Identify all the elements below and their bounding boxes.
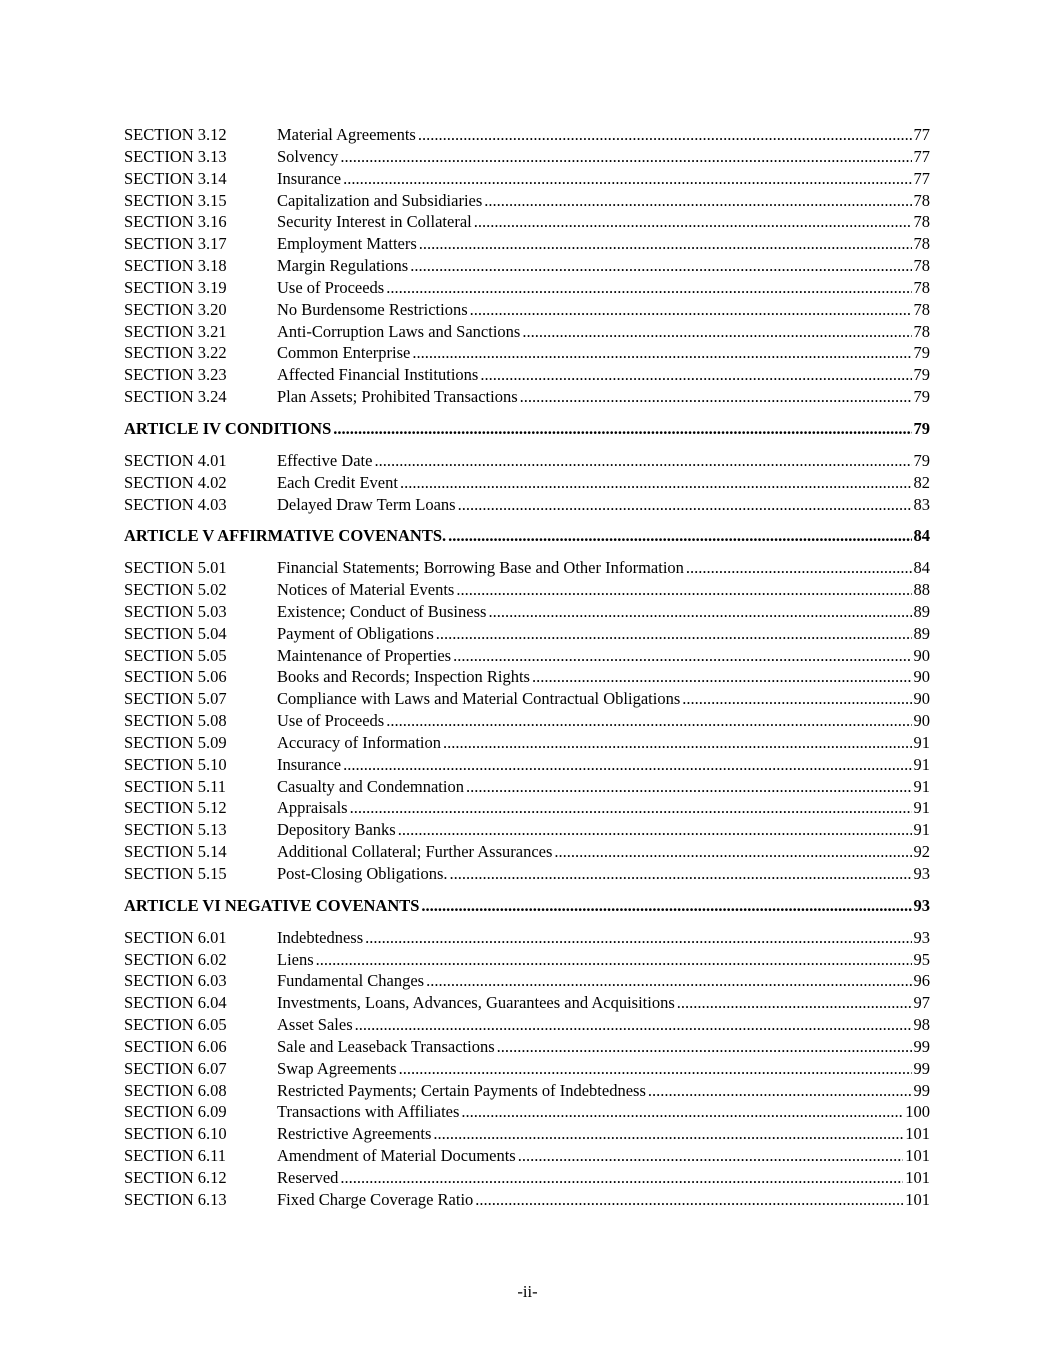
section-title: Fundamental Changes	[277, 971, 425, 991]
section-title: Effective Date	[277, 450, 373, 470]
section-title: Each Credit Event	[277, 472, 398, 492]
page-reference: 93	[913, 927, 930, 947]
section-title: Existence; Conduct of Business	[277, 601, 487, 621]
toc-section-entry[interactable]	[124, 1167, 930, 1189]
section-number: SECTION 5.08	[124, 711, 227, 731]
section-title: Anti-Corruption Laws and Sanctions	[277, 321, 521, 341]
dot-leader	[421, 895, 911, 917]
section-title: Restrictive Agreements	[277, 1124, 432, 1144]
section-title: Sale and Leaseback Transactions	[277, 1036, 495, 1056]
page-reference: 78	[913, 277, 930, 297]
toc-section-entry[interactable]	[124, 124, 930, 146]
section-number: SECTION 5.15	[124, 864, 227, 883]
section-number: SECTION 6.10	[124, 1124, 227, 1144]
toc-section-entry[interactable]	[124, 450, 930, 472]
dot-leader	[466, 776, 912, 798]
dot-leader	[518, 1145, 904, 1167]
page-reference: 99	[913, 1080, 930, 1100]
page-reference: 91	[913, 798, 930, 818]
toc-section-entry[interactable]	[124, 666, 930, 688]
section-number: SECTION 4.01	[124, 450, 227, 470]
section-title: Transactions with Affiliates	[277, 1102, 460, 1122]
section-title: Plan Assets; Prohibited Transactions	[277, 387, 518, 407]
section-number: SECTION 3.16	[124, 212, 227, 232]
dot-leader	[398, 819, 912, 841]
section-title: Casualty and Condemnation	[277, 776, 464, 796]
section-number: SECTION 6.13	[124, 1189, 227, 1209]
page-reference: 79	[913, 365, 930, 385]
page-reference: 83	[913, 494, 930, 514]
page-reference: 77	[913, 146, 930, 166]
dot-leader	[410, 255, 911, 277]
page-reference: 89	[913, 623, 930, 643]
toc-section-entry[interactable]	[124, 645, 930, 667]
dot-leader	[433, 1123, 903, 1145]
toc-article-entry[interactable]	[124, 418, 930, 440]
section-title: Payment of Obligations	[277, 623, 434, 643]
dot-leader	[458, 494, 912, 516]
dot-leader	[386, 277, 911, 299]
dot-leader	[355, 1014, 912, 1036]
toc-section-entry[interactable]	[124, 386, 930, 408]
toc-section-entry[interactable]	[124, 1036, 930, 1058]
page-reference: 101	[905, 1124, 930, 1144]
section-number: SECTION 6.06	[124, 1036, 227, 1056]
section-number: SECTION 5.03	[124, 601, 227, 621]
toc-section-entry[interactable]	[124, 688, 930, 710]
page-reference: 90	[913, 645, 930, 665]
section-title: Maintenance of Properties	[277, 645, 452, 665]
toc-section-entry[interactable]	[124, 472, 930, 494]
toc-section-entry[interactable]	[124, 776, 930, 798]
dot-leader	[333, 418, 911, 440]
toc-section-entry[interactable]	[124, 342, 930, 364]
section-title: Employment Matters	[277, 234, 417, 254]
section-number: SECTION 4.03	[124, 494, 227, 514]
page-reference: 91	[913, 820, 930, 840]
toc-section-entry[interactable]	[124, 211, 930, 233]
page-reference: 84	[913, 558, 930, 578]
dot-leader	[682, 688, 911, 710]
section-number: SECTION 3.21	[124, 321, 227, 341]
dot-leader	[426, 970, 911, 992]
dot-leader	[419, 233, 912, 255]
toc-section-entry[interactable]	[124, 494, 930, 516]
toc-section-entry[interactable]	[124, 623, 930, 645]
section-number: SECTION 3.13	[124, 146, 227, 166]
dot-leader	[532, 666, 912, 688]
page-reference: 90	[913, 711, 930, 731]
section-number: SECTION 5.04	[124, 623, 227, 643]
dot-leader	[475, 1189, 903, 1211]
page-reference: 99	[913, 1036, 930, 1056]
dot-leader	[436, 623, 912, 645]
page-reference: 98	[913, 1015, 930, 1035]
page-reference: 78	[913, 256, 930, 276]
toc-article-entry[interactable]	[124, 895, 930, 917]
toc-section-entry[interactable]	[124, 579, 930, 601]
dot-leader	[480, 364, 911, 386]
toc-section-entry[interactable]	[124, 364, 930, 386]
page-reference: 100	[905, 1102, 930, 1122]
dot-leader	[456, 579, 911, 601]
toc-section-entry[interactable]	[124, 557, 930, 579]
section-number: SECTION 3.18	[124, 256, 227, 276]
page-reference: 93	[913, 864, 930, 883]
section-number: SECTION 6.05	[124, 1015, 227, 1035]
page-reference: 91	[913, 754, 930, 774]
section-title: Additional Collateral; Further Assurances	[277, 842, 553, 862]
table-of-contents	[124, 124, 930, 1211]
section-title: Restricted Payments; Certain Payments of Indebtedness	[277, 1080, 646, 1100]
page-reference: 77	[913, 168, 930, 188]
page-reference: 79	[913, 450, 930, 470]
section-title: Solvency	[277, 146, 339, 166]
toc-section-entry[interactable]	[124, 1145, 930, 1167]
page-reference: 79	[913, 387, 930, 407]
article-title: ARTICLE IV CONDITIONS	[124, 418, 332, 438]
section-number: SECTION 5.11	[124, 776, 227, 796]
dot-leader	[497, 1036, 912, 1058]
section-number: SECTION 6.11	[124, 1146, 227, 1166]
toc-article-entry[interactable]	[124, 525, 930, 547]
section-title: Swap Agreements	[277, 1058, 397, 1078]
section-title: Reserved	[277, 1167, 339, 1187]
section-number: SECTION 3.14	[124, 168, 227, 188]
page-reference: 78	[913, 212, 930, 232]
page-reference: 78	[913, 190, 930, 210]
dot-leader	[453, 645, 911, 667]
toc-section-entry[interactable]	[124, 255, 930, 277]
page-reference: 78	[913, 321, 930, 341]
page-reference: 97	[913, 993, 930, 1013]
page-reference: 90	[913, 667, 930, 687]
section-number: SECTION 5.14	[124, 842, 227, 862]
toc-section-entry[interactable]	[124, 710, 930, 732]
toc-section-entry[interactable]	[124, 601, 930, 623]
page-reference: 101	[905, 1167, 930, 1187]
section-number: SECTION 5.02	[124, 580, 227, 600]
section-title: Depository Banks	[277, 820, 396, 840]
section-number: SECTION 3.12	[124, 125, 227, 144]
section-number: SECTION 5.01	[124, 558, 227, 578]
section-number: SECTION 5.06	[124, 667, 227, 687]
toc-section-entry[interactable]	[124, 277, 930, 299]
dot-leader	[399, 1058, 912, 1080]
page-reference: 78	[913, 234, 930, 254]
toc-section-entry[interactable]	[124, 1080, 930, 1102]
toc-section-entry[interactable]	[124, 841, 930, 863]
section-title: Use of Proceeds	[277, 711, 385, 731]
toc-section-entry[interactable]	[124, 992, 930, 1014]
article-title: ARTICLE V AFFIRMATIVE COVENANTS.	[124, 526, 447, 546]
page-reference: 82	[913, 472, 930, 492]
section-number: SECTION 6.04	[124, 993, 227, 1013]
section-title: Insurance	[277, 168, 342, 188]
dot-leader	[484, 190, 911, 212]
dot-leader	[448, 525, 911, 547]
section-title: Compliance with Laws and Material Contractual Obligations	[277, 689, 681, 709]
toc-section-entry[interactable]	[124, 863, 930, 885]
page-number: -ii-	[517, 1282, 538, 1301]
page-reference: 77	[913, 125, 930, 144]
toc-section-entry[interactable]	[124, 299, 930, 321]
section-title: Fixed Charge Coverage Ratio	[277, 1189, 474, 1209]
section-number: SECTION 5.09	[124, 732, 227, 752]
toc-section-entry[interactable]	[124, 949, 930, 971]
section-number: SECTION 3.19	[124, 277, 227, 297]
toc-section-entry[interactable]	[124, 970, 930, 992]
section-title: Material Agreements	[277, 125, 416, 144]
dot-leader	[554, 841, 911, 863]
dot-leader	[412, 342, 911, 364]
section-title: Amendment of Material Documents	[277, 1146, 516, 1166]
section-number: SECTION 3.15	[124, 190, 227, 210]
dot-leader	[488, 601, 911, 623]
section-title: Indebtedness	[277, 927, 364, 947]
section-title: Affected Financial Institutions	[277, 365, 479, 385]
toc-section-entry[interactable]	[124, 321, 930, 343]
toc-section-entry[interactable]	[124, 732, 930, 754]
section-title: Accuracy of Information	[277, 732, 442, 752]
page-reference: 91	[913, 776, 930, 796]
dot-leader	[450, 863, 912, 885]
toc-section-entry[interactable]	[124, 1189, 930, 1211]
section-title: Capitalization and Subsidiaries	[277, 190, 483, 210]
page-reference: 101	[905, 1189, 930, 1209]
page-reference: 78	[913, 299, 930, 319]
toc-section-entry[interactable]	[124, 797, 930, 819]
toc-section-entry[interactable]	[124, 146, 930, 168]
page-reference: 90	[913, 689, 930, 709]
page-reference: 99	[913, 1058, 930, 1078]
dot-leader	[350, 797, 912, 819]
dot-leader	[461, 1101, 903, 1123]
section-title: Margin Regulations	[277, 256, 409, 276]
section-number: SECTION 5.12	[124, 798, 227, 818]
page-reference: 93	[913, 895, 930, 915]
toc-section-entry[interactable]	[124, 927, 930, 949]
dot-leader	[686, 557, 912, 579]
section-number: SECTION 3.17	[124, 234, 227, 254]
page-reference: 79	[913, 343, 930, 363]
section-title: Financial Statements; Borrowing Base and Other Information	[277, 558, 684, 578]
page-reference: 79	[913, 418, 930, 438]
section-title: Delayed Draw Term Loans	[277, 494, 456, 514]
toc-section-entry[interactable]	[124, 233, 930, 255]
dot-leader	[677, 992, 912, 1014]
section-title: Use of Proceeds	[277, 277, 385, 297]
section-title: No Burdensome Restrictions	[277, 299, 468, 319]
dot-leader	[386, 710, 911, 732]
toc-section-entry[interactable]	[124, 819, 930, 841]
toc-section-entry[interactable]	[124, 1058, 930, 1080]
section-number: SECTION 4.02	[124, 472, 227, 492]
page-reference: 92	[913, 842, 930, 862]
dot-leader	[522, 321, 911, 343]
article-title: ARTICLE VI NEGATIVE COVENANTS	[124, 895, 420, 915]
dot-leader	[340, 146, 911, 168]
dot-leader	[443, 732, 911, 754]
section-title: Post-Closing Obligations.	[277, 864, 448, 883]
dot-leader	[365, 927, 911, 949]
page-reference: 91	[913, 732, 930, 752]
dot-leader	[343, 168, 911, 190]
page-reference: 95	[913, 949, 930, 969]
toc-section-entry[interactable]	[124, 1123, 930, 1145]
dot-leader	[343, 754, 911, 776]
dot-leader	[470, 299, 912, 321]
section-number: SECTION 6.03	[124, 971, 227, 991]
page-reference: 84	[913, 526, 930, 546]
section-title: Books and Records; Inspection Rights	[277, 667, 530, 687]
toc-section-entry[interactable]	[124, 1014, 930, 1036]
section-title: Appraisals	[277, 798, 348, 818]
section-number: SECTION 6.02	[124, 949, 227, 969]
toc-section-entry[interactable]	[124, 168, 930, 190]
section-number: SECTION 5.05	[124, 645, 227, 665]
section-number: SECTION 6.08	[124, 1080, 227, 1100]
section-number: SECTION 5.07	[124, 689, 227, 709]
section-number: SECTION 3.23	[124, 365, 227, 385]
section-number: SECTION 6.07	[124, 1058, 227, 1078]
section-number: SECTION 5.13	[124, 820, 227, 840]
section-title: Notices of Material Events	[277, 580, 455, 600]
dot-leader	[418, 124, 912, 146]
section-title: Common Enterprise	[277, 343, 411, 363]
section-title: Security Interest in Collateral	[277, 212, 472, 232]
page-reference: 88	[913, 580, 930, 600]
dot-leader	[340, 1167, 903, 1189]
toc-section-entry[interactable]	[124, 754, 930, 776]
section-title: Investments, Loans, Advances, Guarantees and Acquisitions	[277, 993, 675, 1013]
page-reference: 96	[913, 971, 930, 991]
dot-leader	[400, 472, 912, 494]
section-number: SECTION 5.10	[124, 754, 227, 774]
section-number: SECTION 3.22	[124, 343, 227, 363]
dot-leader	[520, 386, 912, 408]
toc-section-entry[interactable]	[124, 1101, 930, 1123]
page-reference: 101	[905, 1146, 930, 1166]
dot-leader	[648, 1080, 912, 1102]
dot-leader	[374, 450, 911, 472]
page-reference: 89	[913, 601, 930, 621]
section-title: Asset Sales	[277, 1015, 353, 1035]
section-number: SECTION 6.12	[124, 1167, 227, 1187]
section-number: SECTION 6.09	[124, 1102, 227, 1122]
dot-leader	[474, 211, 912, 233]
section-number: SECTION 6.01	[124, 927, 227, 947]
section-title: Liens	[277, 949, 314, 969]
toc-section-entry[interactable]	[124, 190, 930, 212]
section-number: SECTION 3.20	[124, 299, 227, 319]
dot-leader	[316, 949, 912, 971]
section-number: SECTION 3.24	[124, 387, 227, 407]
section-title: Insurance	[277, 754, 342, 774]
